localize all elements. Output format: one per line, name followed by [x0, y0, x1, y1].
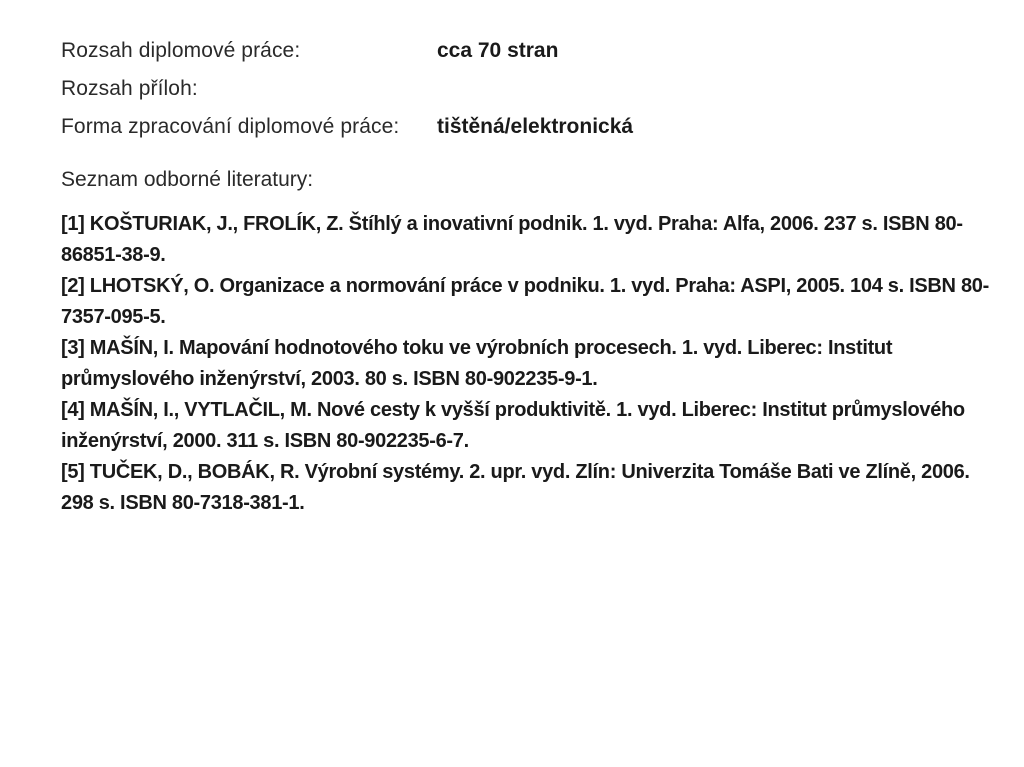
meta-label: Forma zpracování diplomové práce: — [61, 115, 400, 138]
reference-item: [2] LHOTSKÝ, O. Organizace a normování práce v podniku. 1. vyd. Praha: ASPI, 2005. 104 s. ISBN 80-7357-095-5. — [61, 275, 989, 328]
reference-item: [4] MAŠÍN, I., VYTLAČIL, M. Nové cesty k vyšší produktivitě. 1. vyd. Liberec: Institut průmyslového inženýrství, 2000. 311 s. ISBN 80-902235-6-7. — [61, 399, 965, 452]
meta-row-appendix-extent — [61, 70, 991, 108]
meta-row-thesis-extent — [61, 32, 991, 70]
thesis-info — [61, 32, 991, 146]
meta-value: tištěná/elektronická — [437, 115, 634, 138]
literature-heading: Seznam odborné literatury: — [61, 168, 314, 191]
reference-item: [3] MAŠÍN, I. Mapování hodnotového toku ve výrobních procesech. 1. vyd. Liberec: Institut průmyslového inženýrství, 2003. 80 s. ISBN 80-902235-9-1. — [61, 337, 893, 390]
reference-item: [5] TUČEK, D., BOBÁK, R. Výrobní systémy. 2. upr. vyd. Zlín: Univerzita Tomáše Bati ve Zlíně, 2006. 298 s. ISBN 80-7318-381-1. — [61, 461, 970, 514]
meta-label: Rozsah diplomové práce: — [61, 39, 301, 62]
meta-label: Rozsah příloh: — [61, 77, 198, 100]
document-page — [61, 32, 991, 519]
reference-item: [1] KOŠTURIAK, J., FROLÍK, Z. Štíhlý a inovativní podnik. 1. vyd. Praha: Alfa, 2006. 237 s. ISBN 80-86851-38-9. — [61, 213, 963, 266]
meta-value: cca 70 stran — [437, 39, 559, 62]
reference-list — [61, 209, 991, 519]
meta-row-thesis-form — [61, 108, 991, 146]
